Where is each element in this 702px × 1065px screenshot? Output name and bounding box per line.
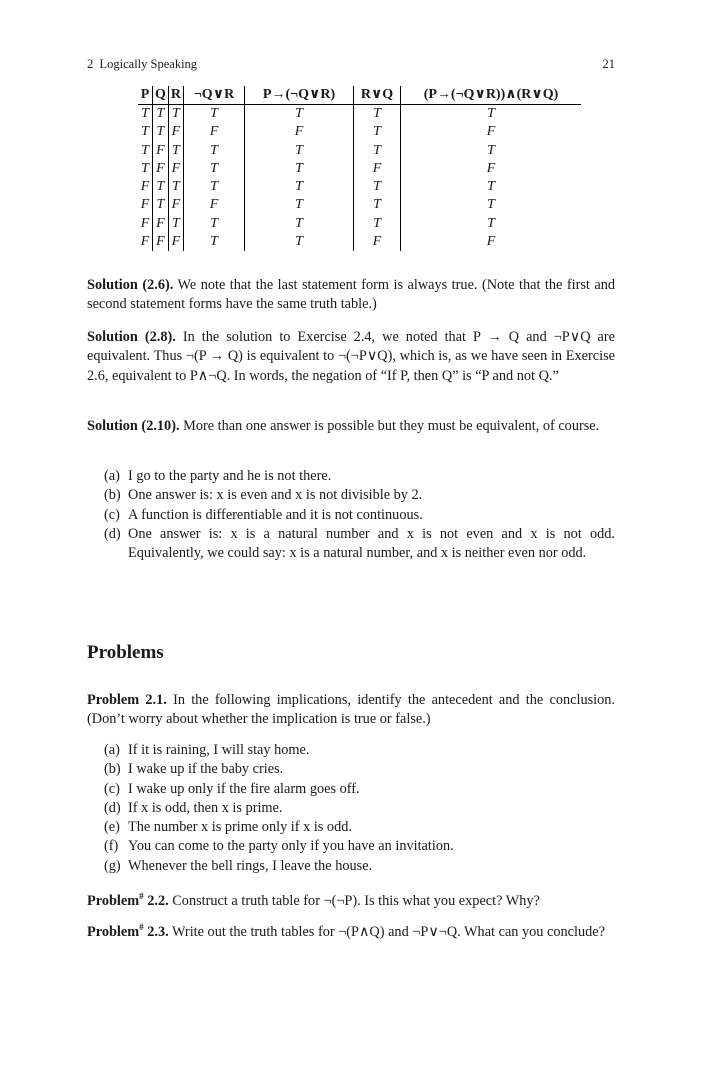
list-item-tag: (b) bbox=[104, 761, 121, 778]
table-cell: T bbox=[245, 215, 354, 233]
problem-2-3-label: Problem bbox=[87, 923, 140, 940]
running-header bbox=[87, 57, 615, 72]
list-item-tag: (g) bbox=[104, 857, 121, 874]
header-p: P bbox=[138, 86, 153, 105]
table-cell: F bbox=[486, 124, 496, 140]
problem-2-2-text: Construct a truth table for ¬(¬P). Is this what you expect? Why? bbox=[172, 892, 540, 909]
list-item bbox=[104, 506, 615, 525]
problem-2-1-list bbox=[104, 741, 615, 876]
header-r: R bbox=[168, 86, 183, 105]
list-item-text: One answer is: x is a natural number and x is not even and x is not odd. Equivalently, we could say: x is a natural number, and x is neither even nor odd. bbox=[128, 525, 615, 562]
list-item-tag: (d) bbox=[104, 525, 121, 542]
table-cell: T bbox=[153, 123, 169, 141]
solution-2-6-text: We note that the last statement form is always true. (Note that the first and second statement forms have the same truth table.) bbox=[87, 277, 615, 313]
table-cell: T bbox=[153, 196, 169, 214]
table-cell: F bbox=[138, 233, 153, 251]
truth-table bbox=[138, 86, 581, 251]
header-not-q-or-r: ¬Q∨R bbox=[184, 86, 245, 105]
list-item bbox=[104, 799, 615, 818]
table-cell: T bbox=[184, 142, 245, 160]
header-r-or-q: R∨Q bbox=[354, 86, 401, 105]
list-item bbox=[104, 780, 615, 799]
list-item bbox=[104, 741, 615, 760]
list-item-tag: (a) bbox=[104, 742, 120, 758]
table-cell: T bbox=[354, 215, 401, 233]
list-item-text: If x is odd, then x is prime. bbox=[128, 799, 283, 816]
table-cell: T bbox=[138, 105, 153, 124]
problem-2-1-label: Problem 2.1. bbox=[87, 692, 167, 708]
table-cell: F bbox=[138, 215, 153, 233]
table-cell: F bbox=[168, 123, 183, 141]
list-item-text: I go to the party and he is not there. bbox=[128, 468, 332, 484]
table-cell: F bbox=[486, 160, 496, 176]
table-cell: T bbox=[487, 215, 495, 231]
header-q: Q bbox=[153, 86, 169, 105]
table-cell: T bbox=[153, 178, 169, 196]
table-cell: F bbox=[486, 234, 496, 250]
table-cell: F bbox=[138, 178, 153, 196]
table-row bbox=[138, 178, 581, 196]
table-cell: T bbox=[168, 105, 183, 124]
table-cell: T bbox=[487, 106, 495, 121]
table-cell: F bbox=[153, 142, 169, 160]
table-cell: T bbox=[168, 215, 183, 233]
truth-table-container bbox=[138, 86, 581, 251]
table-row bbox=[138, 160, 581, 178]
table-cell: T bbox=[245, 142, 354, 160]
table-row bbox=[138, 142, 581, 160]
table-row bbox=[138, 233, 581, 251]
list-item bbox=[104, 760, 615, 779]
page-number: 21 bbox=[602, 57, 615, 71]
section-title: Problems bbox=[87, 642, 164, 663]
table-cell: F bbox=[153, 215, 169, 233]
list-item bbox=[104, 837, 615, 856]
table-cell: T bbox=[138, 160, 153, 178]
table-cell: T bbox=[184, 178, 245, 196]
table-cell: T bbox=[245, 105, 354, 124]
table-cell: F bbox=[153, 160, 169, 178]
table-cell: T bbox=[138, 123, 153, 141]
solution-2-6-label: Solution (2.6). bbox=[87, 277, 174, 293]
table-cell: F bbox=[168, 233, 183, 251]
list-item-tag: (c) bbox=[104, 506, 120, 523]
list-item-tag: (e) bbox=[104, 819, 120, 836]
chapter-title: 2 Logically Speaking bbox=[87, 57, 198, 71]
table-cell: T bbox=[245, 178, 354, 196]
solution-2-8-text: In the solution to Exercise 2.4, we noted that P → Q and ¬P∨Q are equivalent. Thus ¬(P → Q) is equivalent to ¬(¬P∨Q), which is, as we have seen in Exercise 2.6, equivalent to P∧¬Q. In words, the negation of “If P, then Q” is “P and not Q.” bbox=[87, 329, 615, 384]
table-row bbox=[138, 123, 581, 141]
header-p-implies: P→(¬Q∨R) bbox=[245, 86, 354, 105]
table-cell: T bbox=[245, 160, 354, 178]
table-cell: T bbox=[168, 142, 183, 160]
list-item-tag: (f) bbox=[104, 838, 119, 855]
solution-2-6 bbox=[87, 276, 615, 315]
problem-2-1 bbox=[87, 691, 615, 730]
table-cell: T bbox=[245, 196, 354, 214]
table-cell: T bbox=[138, 142, 153, 160]
list-item-tag: (c) bbox=[104, 780, 120, 797]
list-item-text: I wake up if the baby cries. bbox=[128, 761, 284, 778]
table-cell: T bbox=[354, 178, 401, 196]
table-cell: F bbox=[184, 196, 245, 214]
table-cell: F bbox=[354, 160, 401, 178]
table-cell: T bbox=[487, 179, 495, 195]
problem-2-3-number: 2.3. bbox=[147, 923, 169, 940]
list-item-text: The number x is prime only if x is odd. bbox=[128, 819, 352, 836]
header-final: (P→(¬Q∨R))∧(R∨Q) bbox=[401, 86, 582, 105]
table-cell: F bbox=[245, 123, 354, 141]
table-cell: F bbox=[168, 160, 183, 178]
table-cell: T bbox=[184, 105, 245, 124]
table-cell: T bbox=[354, 123, 401, 141]
list-item bbox=[104, 525, 615, 564]
list-item bbox=[104, 467, 615, 486]
problem-2-3-text: Write out the truth tables for ¬(P∧Q) and ¬P∨¬Q. What can you conclude? bbox=[172, 923, 605, 940]
solution-2-10-label: Solution (2.10). bbox=[87, 418, 180, 434]
truth-table-header-row bbox=[138, 86, 581, 105]
table-cell: T bbox=[354, 142, 401, 160]
solution-2-8 bbox=[87, 328, 615, 386]
solution-2-10-list bbox=[104, 467, 615, 563]
table-cell: T bbox=[168, 178, 183, 196]
list-item bbox=[104, 818, 615, 837]
list-item-text: If it is raining, I will stay home. bbox=[128, 742, 310, 758]
solution-2-10-text: More than one answer is possible but they must be equivalent, of course. bbox=[183, 418, 600, 434]
table-cell: F bbox=[168, 196, 183, 214]
solution-2-10 bbox=[87, 417, 615, 436]
problem-2-1-text: In the following implications, identify the antecedent and the conclusion. (Don’t worry about whether the implication is true or false.) bbox=[87, 692, 616, 728]
list-item-text: I wake up only if the fire alarm goes off. bbox=[128, 780, 360, 797]
table-cell: T bbox=[184, 233, 245, 251]
list-item-text: Whenever the bell rings, I leave the house. bbox=[128, 857, 373, 874]
table-cell: T bbox=[184, 215, 245, 233]
list-item-text: One answer is: x is even and x is not divisible by 2. bbox=[128, 487, 423, 504]
table-cell: T bbox=[487, 142, 495, 158]
problem-2-2 bbox=[87, 887, 615, 911]
problem-2-3 bbox=[87, 918, 615, 942]
table-cell: F bbox=[184, 123, 245, 141]
table-cell: T bbox=[354, 196, 401, 214]
list-item-text: You can come to the party only if you have an invitation. bbox=[128, 838, 454, 855]
problem-2-2-number: 2.2. bbox=[147, 892, 169, 909]
problem-2-3-mark: # bbox=[139, 922, 144, 932]
list-item bbox=[104, 857, 615, 876]
table-cell: T bbox=[245, 233, 354, 251]
table-cell: T bbox=[184, 160, 245, 178]
solution-2-8-label: Solution (2.8). bbox=[87, 329, 176, 345]
problem-2-2-mark: # bbox=[139, 891, 144, 901]
list-item-tag: (a) bbox=[104, 468, 120, 484]
table-cell: F bbox=[138, 196, 153, 214]
table-row bbox=[138, 215, 581, 233]
problem-2-2-label: Problem bbox=[87, 892, 140, 909]
table-cell: T bbox=[354, 105, 401, 124]
table-cell: T bbox=[487, 197, 495, 213]
truth-table-body bbox=[138, 105, 581, 252]
table-row bbox=[138, 105, 581, 124]
table-cell: T bbox=[153, 105, 169, 124]
table-cell: F bbox=[153, 233, 169, 251]
list-item-tag: (d) bbox=[104, 799, 121, 816]
table-row bbox=[138, 196, 581, 214]
list-item bbox=[104, 486, 615, 505]
table-cell: F bbox=[354, 233, 401, 251]
list-item-text: A function is differentiable and it is not continuous. bbox=[128, 506, 423, 523]
list-item-tag: (b) bbox=[104, 487, 121, 504]
